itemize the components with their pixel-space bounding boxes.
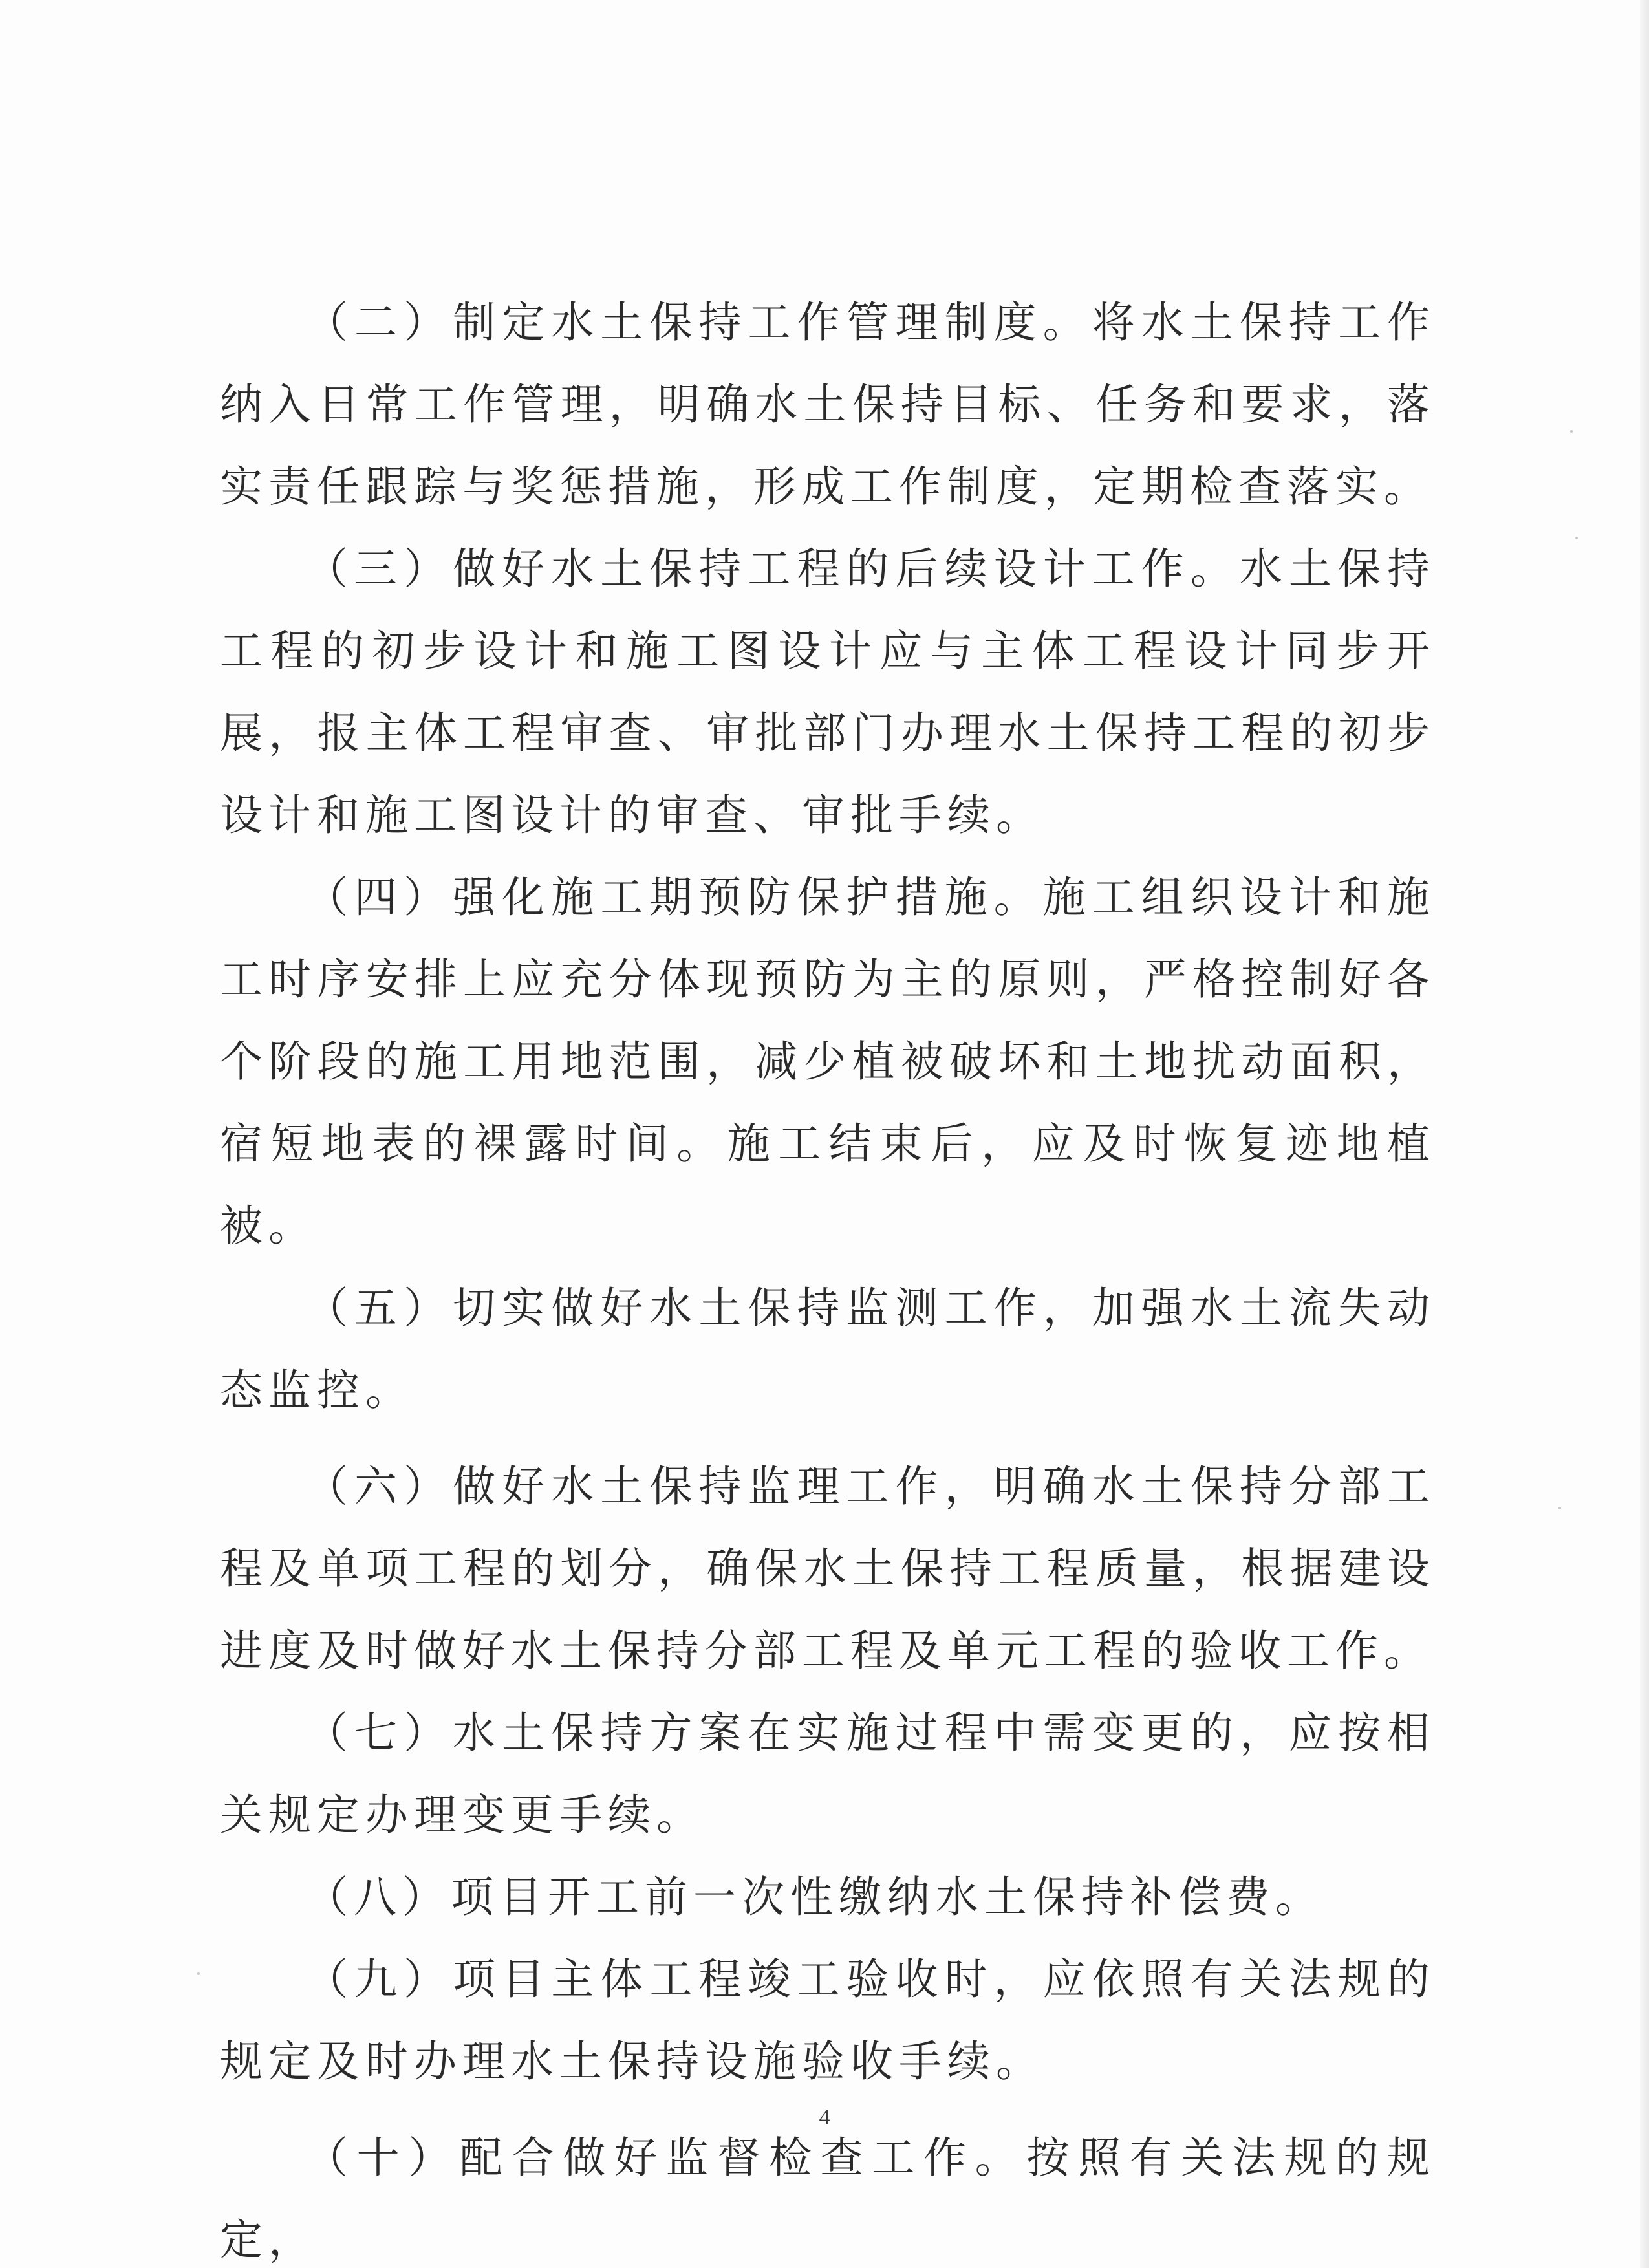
scan-speck	[197, 1972, 200, 1975]
paragraph-6: （六）做好水土保持监理工作，明确水土保持分部工程及单项工程的划分，确保水土保持工程质量，根据建设进度及时做好水土保持分部工程及单元工程的验收工作。	[220, 1462, 1436, 1676]
paragraph-3: （三）做好水土保持工程的后续设计工作。水土保持工程的初步设计和施工图设计应与主体工程设计同步开展，报主体工程审查、审批部门办理水土保持工程的初步设计和施工图设计的审查、审批手续。	[220, 544, 1436, 840]
paragraph-9: （九）项目主体工程竣工验收时，应依照有关法规的规定及时办理水土保持设施验收手续。	[220, 1954, 1436, 2086]
paragraph-5: （五）切实做好水土保持监测工作，加强水土流失动态监控。	[220, 1283, 1436, 1415]
scan-edge	[1640, 0, 1649, 2268]
page-number: 4	[819, 2106, 830, 2130]
scan-speck	[1570, 430, 1573, 433]
scan-speck	[1558, 1507, 1561, 1509]
paragraph-4: （四）强化施工期预防保护措施。施工组织设计和施工时序安排上应充分体现预防为主的原则，严格控制好各个阶段的施工用地范围，减少植被破坏和土地扰动面积，宿短地表的裸露时间。施工结束后，应及时恢复迹地植被。	[220, 872, 1436, 1251]
paragraph-2: （二）制定水土保持工作管理制度。将水土保持工作纳入日常工作管理，明确水土保持目标、任务和要求，落实责任跟踪与奖惩措施，形成工作制度，定期检查落实。	[220, 297, 1436, 512]
paragraph-8: （八）项目开工前一次性缴纳水土保持补偿费。	[305, 1872, 1324, 1922]
paragraph-10: （十）配合做好监督检查工作。按照有关法规的规定，	[220, 2133, 1436, 2265]
paragraph-7: （七）水土保持方案在实施过程中需变更的，应按相关规定办理变更手续。	[220, 1708, 1436, 1840]
document-body	[220, 281, 1436, 2268]
scan-speck	[1575, 537, 1578, 539]
